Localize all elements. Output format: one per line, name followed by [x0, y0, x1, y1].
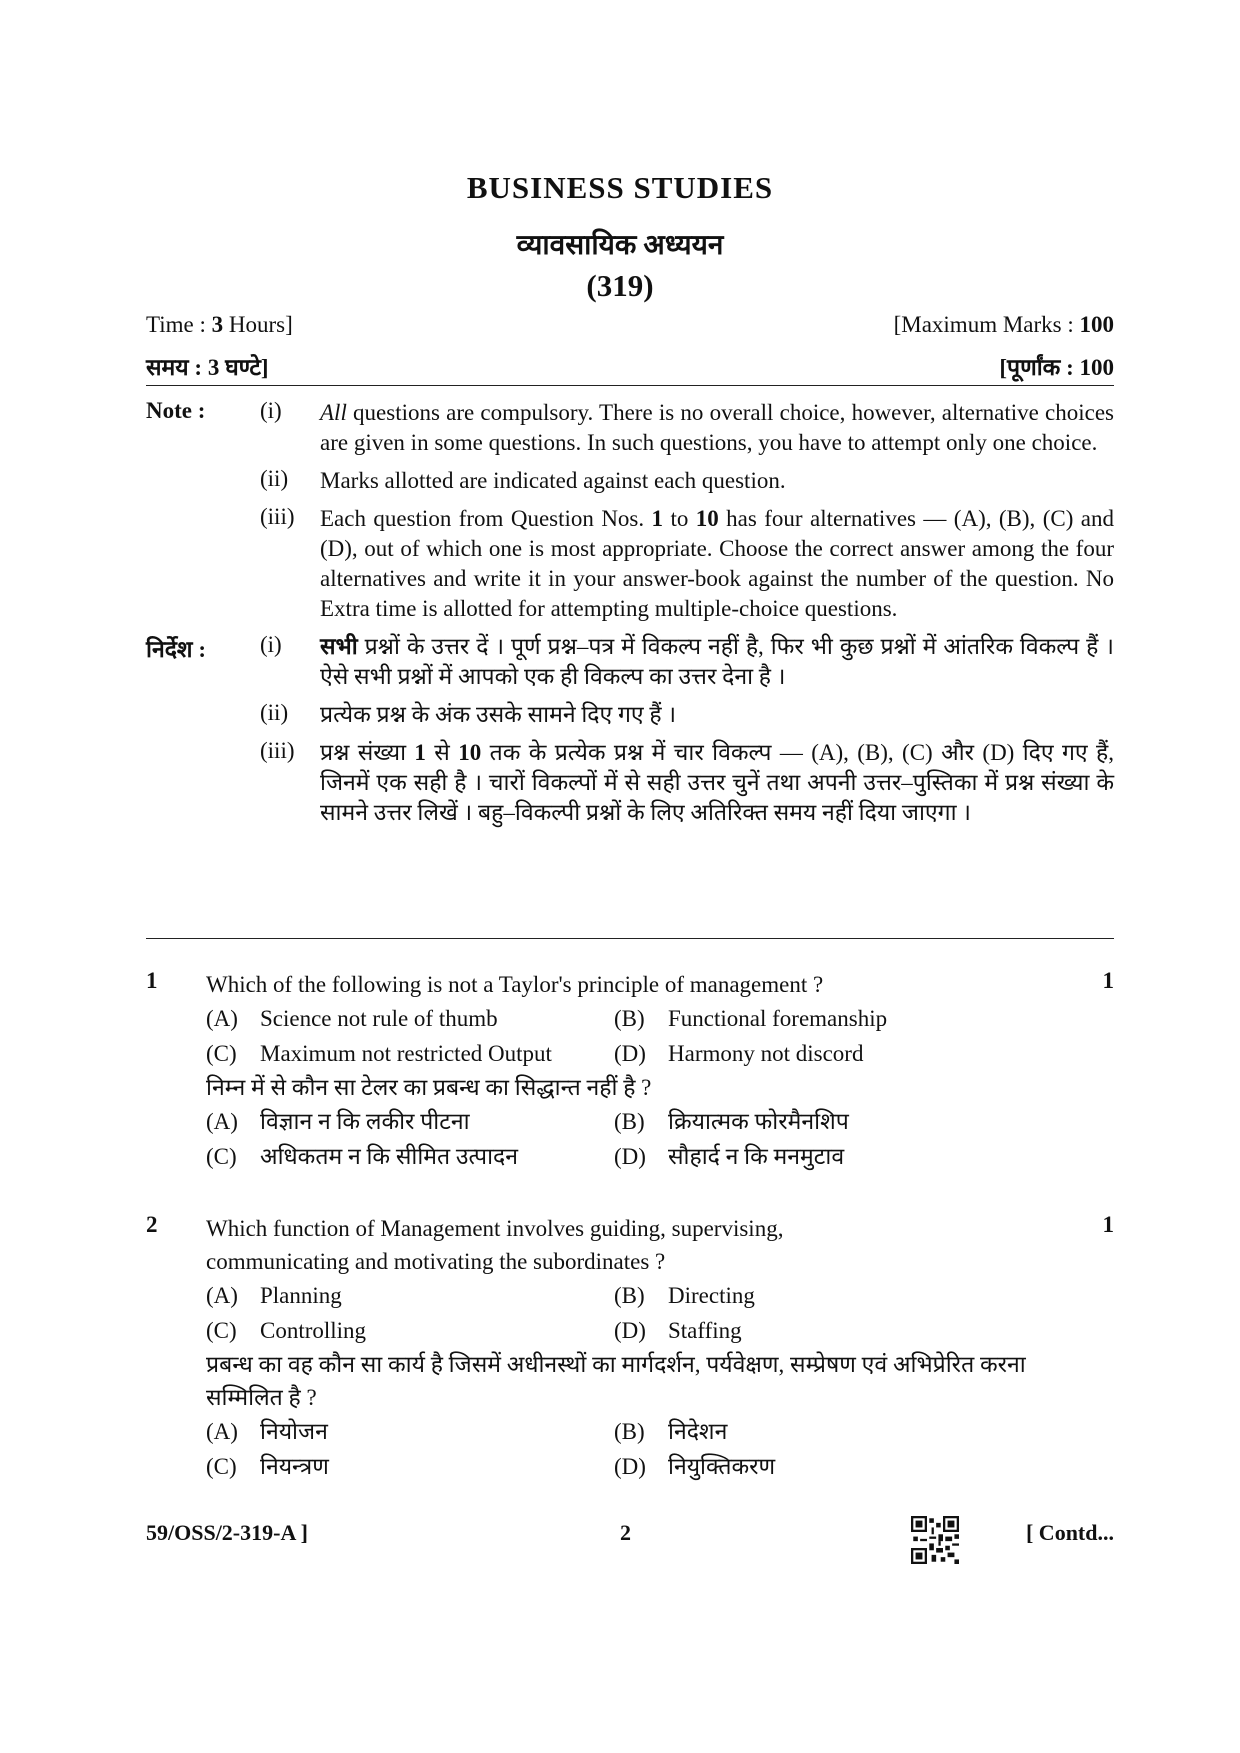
page-number: 2 [620, 1520, 631, 1545]
subject-title: BUSINESS STUDIES [466, 170, 774, 205]
question-text: Which function of Management involves guiding, supervising, communicating and motivating the subordinates ? [206, 1216, 784, 1274]
options-english [206, 1278, 1114, 1348]
option-c-hindi: (C) नियन्त्रण [206, 1454, 329, 1479]
note-en-item: (iii) Each question from Question Nos. 1 to 10 has four alternatives — (A), (B), (C) and (D), out of which one is most appropriate. Choose the correct answer among the four alternatives and write it in your answer-book against the number of the question. No Extra time is allotted for attempting multiple-choice questions. [260, 504, 1115, 621]
time-hindi: समय : 3 घण्टे] [146, 355, 269, 380]
question-text: Which of the following is not a Taylor's principle of management ? [206, 972, 824, 997]
note-hi-item: (iii) प्रश्न संख्या 1 से 10 तक के प्रत्येक प्रश्न में चार विकल्प — (A), (B), (C) और (D) दिए गए हैं, जिनमें एक सही है । चारों विकल्पों में से सही उत्तर चुनें तथा अपनी उत्तर–पुस्तिका में प्रश्न संख्या के सामने उत्तर लिखें । बहु–विकल्पी प्रश्नों के लिए अतिरिक्त समय नहीं दिया जाएगा । [260, 738, 1114, 825]
instructions-divider [146, 938, 1114, 939]
options-hindi [206, 1414, 1114, 1484]
question-number: 2 [146, 1212, 158, 1237]
option-a: (A) Planning [206, 1283, 342, 1308]
note-en-item: Note : (i) All questions are compulsory. There is no overall choice, however, alternative choices are given in some questions. In such questions, you have to attempt only one choice. [146, 398, 1114, 458]
max-marks-english: [Maximum Marks : 100 [893, 312, 1114, 337]
option-c: (C) Controlling [206, 1318, 367, 1343]
option-d-hindi: (D) नियुक्तिकरण [614, 1454, 776, 1479]
option-b-hindi: (B) निदेशन [614, 1419, 728, 1444]
option-a-hindi: (A) विज्ञान न कि लकीर पीटना [206, 1109, 470, 1134]
option-d-hindi: (D) सौहार्द न कि मनमुटाव [614, 1144, 845, 1169]
option-b: (B) Functional foremanship [614, 1006, 888, 1031]
subject-code: (319) [586, 268, 654, 303]
question-marks: 1 [1102, 968, 1114, 993]
options-english [206, 1001, 1114, 1071]
note-hi-item: (ii) प्रत्येक प्रश्न के अंक उसके सामने दिए गए हैं । [260, 700, 677, 727]
max-marks-hindi: [पूर्णांक : 100 [999, 355, 1114, 380]
option-c-hindi: (C) अधिकतम न कि सीमित उत्पादन [206, 1144, 519, 1169]
note-label: Note : [146, 398, 206, 423]
header-divider [146, 385, 1114, 386]
option-b: (B) Directing [614, 1283, 755, 1308]
option-d: (D) Staffing [614, 1318, 742, 1343]
note-en-item: (ii) Marks allotted are indicated against each question. [260, 466, 786, 493]
qr-code-icon [911, 1516, 959, 1564]
question-text-hindi: निम्न में से कौन सा टेलर का प्रबन्ध का सिद्धान्त नहीं है ? [206, 1075, 652, 1100]
page-footer [146, 1520, 1114, 1560]
instructions [146, 398, 1114, 836]
option-d: (D) Harmony not discord [614, 1041, 864, 1066]
option-c: (C) Maximum not restricted Output [206, 1041, 552, 1066]
option-b-hindi: (B) क्रियात्मक फोरमैनशिप [614, 1109, 849, 1134]
question-text-hindi: प्रबन्ध का वह कौन सा कार्य है जिसमें अधीनस्थों का मार्गदर्शन, पर्यवेक्षण, सम्प्रेषण एवं अभिप्रेरित करना सम्मिलित है ? [206, 1352, 1026, 1410]
note-hi-item: निर्देश : (i) सभी प्रश्नों के उत्तर दें । पूर्ण प्रश्न–पत्र में विकल्प नहीं है, फिर भी कुछ प्रश्नों में आंतरिक विकल्प हैं । ऐसे सभी प्रश्नों में आपको एक ही विकल्प का उत्तर देना है । [146, 632, 1114, 692]
subject-title-hindi: व्यावसायिक अध्ययन [516, 230, 724, 261]
paper-code: 59/OSS/2-319-A ] [146, 1520, 308, 1545]
question-2 [146, 1212, 1114, 1484]
note-label-hindi: निर्देश : [146, 637, 206, 662]
continued-label: [ Contd... [1025, 1520, 1114, 1545]
question-number: 1 [146, 968, 158, 993]
question-1 [146, 968, 1114, 1174]
options-hindi [206, 1104, 1114, 1174]
option-a: (A) Science not rule of thumb [206, 1006, 498, 1031]
time-english: Time : 3 Hours] [146, 312, 293, 337]
option-a-hindi: (A) नियोजन [206, 1419, 328, 1444]
question-marks: 1 [1102, 1212, 1114, 1237]
